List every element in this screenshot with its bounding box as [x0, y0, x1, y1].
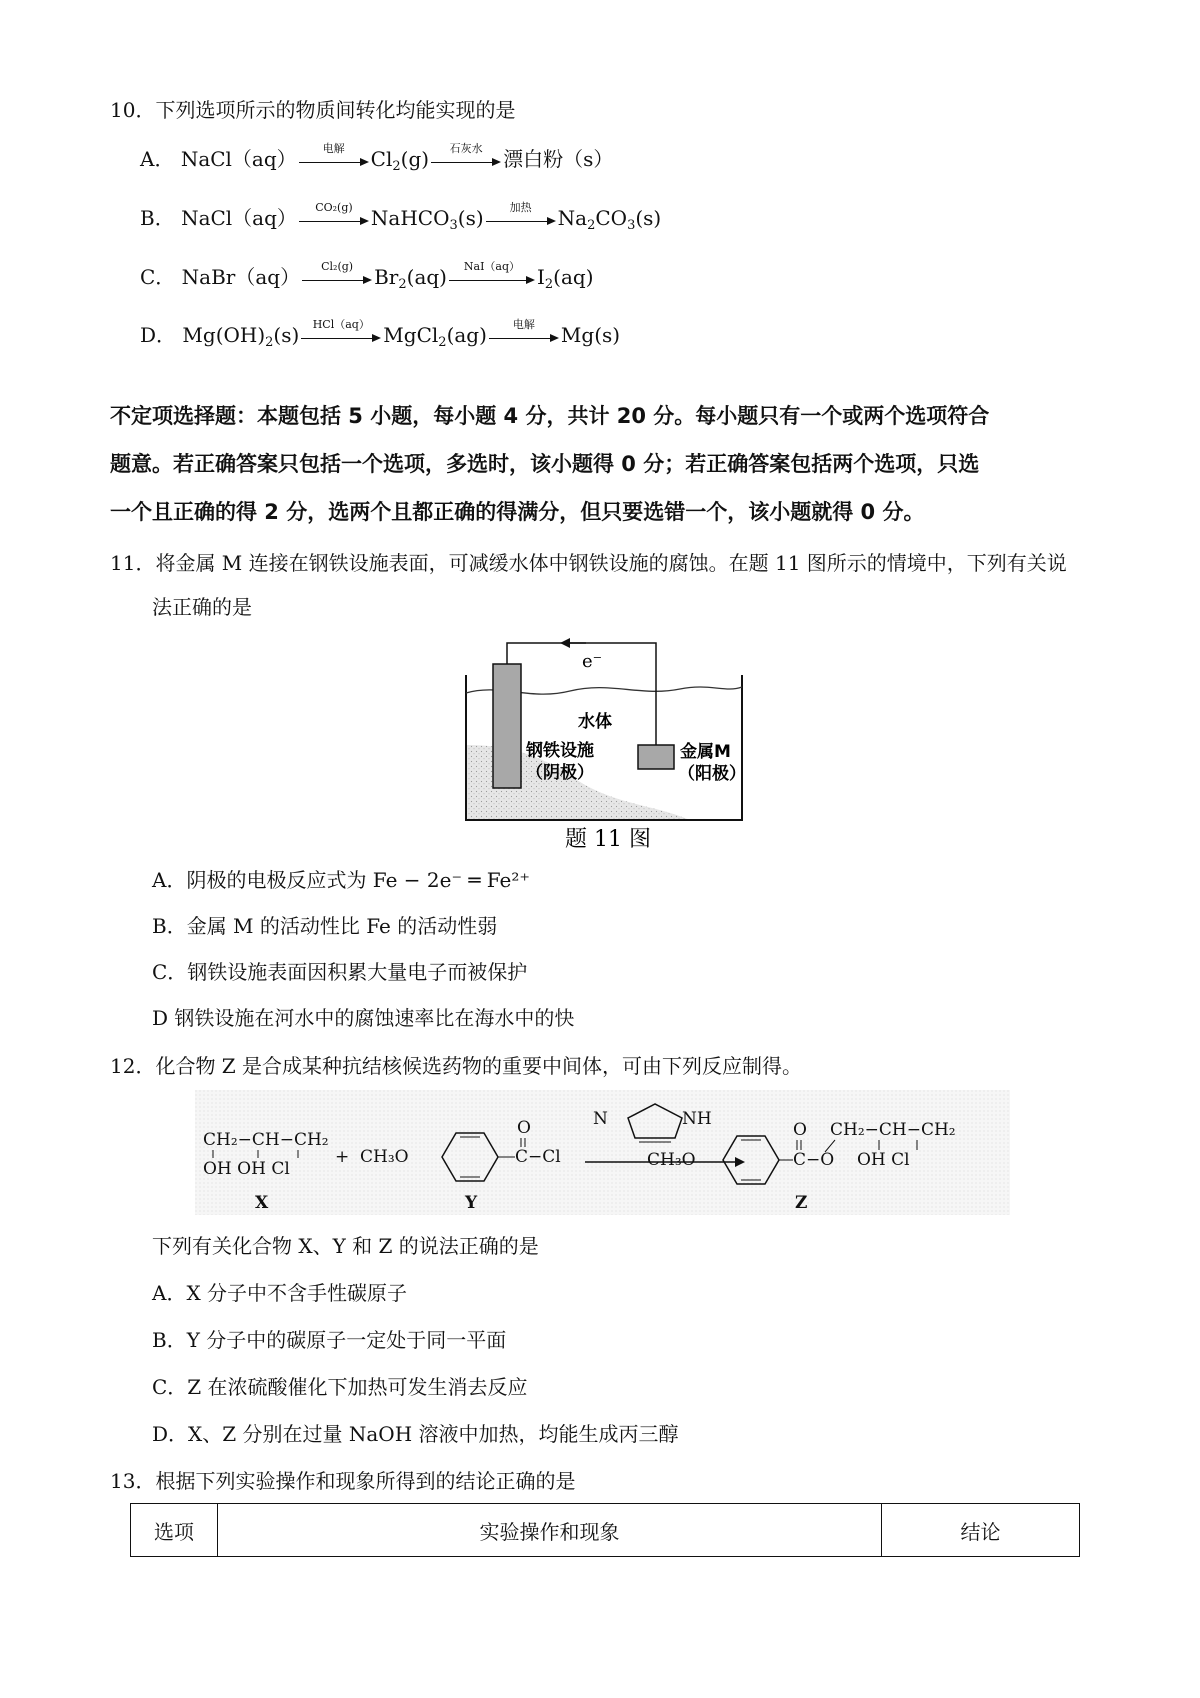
q11-figure [460, 635, 760, 850]
compound-z-ester: C−O [793, 1150, 835, 1170]
header-operation: 实验操作和现象 [218, 1504, 882, 1557]
q12-stem: 12．化合物 Z 是合成某种抗结核候选药物的重要中间体，可由下列反应制得。 [110, 1054, 803, 1078]
header-conclusion: 结论 [882, 1504, 1080, 1557]
imidazole-n: N [593, 1109, 608, 1129]
reaction-arrow: HCl（aq） [299, 321, 383, 349]
q12-reaction-scheme [195, 1090, 1010, 1215]
compound-z-groups: OH Cl [857, 1150, 910, 1170]
section-instructions-line3: 一个且正确的得 2 分，选两个且都正确的得满分，但只要选错一个，该小题就得 0 分。 [110, 500, 925, 524]
q12-option-d: D．X、Z 分别在过量 NaOH 溶液中加热，均能生成丙三醇 [152, 1422, 679, 1446]
compound-z-chain: CH₂−CH−CH₂ [830, 1120, 956, 1140]
water-label: 水体 [578, 712, 612, 732]
electron-label: e⁻ [582, 651, 603, 672]
q10-option-c: C． NaBr（aq） Cl₂(g) $Br_2(aq)$ NaI（aq） $I_2(aq)$ [140, 260, 594, 292]
header-option: 选项 [131, 1504, 218, 1557]
q10-stem: 10．下列选项所示的物质间转化均能实现的是 [110, 98, 516, 122]
q13-table [130, 1503, 1080, 1557]
reaction-arrow: 电解 [297, 145, 371, 173]
option-letter: A． [140, 147, 175, 171]
label-x: X [255, 1193, 269, 1213]
q12-option-b: B．Y 分子中的碳原子一定处于同一平面 [152, 1328, 507, 1352]
q10-option-b: B． NaCl（aq） CO₂(g) NaHCO$_3$(s) 加热 $Na_2CO_3(s)$ [140, 201, 662, 233]
carbonyl-o: O [517, 1118, 531, 1138]
q11-stem-line1: 11．将金属 M 连接在钢铁设施表面，可减缓水体中钢铁设施的腐蚀。在题 11 图所示的情境中，下列有关说 [110, 551, 1067, 575]
section-instructions-line1: 不定项选择题：本题包括 5 小题，每小题 4 分，共计 20 分。每小题只有一个或两个选项符合 [110, 404, 990, 428]
q12-sub-stem: 下列有关化合物 X、Y 和 Z 的说法正确的是 [152, 1234, 539, 1258]
compound-x-chain: CH₂−CH−CH₂ [203, 1130, 329, 1150]
compound-x-groups: OH OH Cl [203, 1159, 290, 1179]
label-y: Y [465, 1193, 478, 1213]
reaction-arrow: 石灰水 [429, 145, 503, 173]
q11-stem-line2: 法正确的是 [152, 595, 252, 619]
reaction-arrow: 电解 [487, 321, 561, 349]
reaction-arrow: NaI（aq） [447, 263, 537, 291]
figure-caption: 题 11 图 [565, 827, 651, 850]
q11-option-d: D 钢铁设施在河水中的腐蚀速率比在海水中的快 [152, 1006, 575, 1030]
q11-option-c: C．钢铁设施表面因积累大量电子而被保护 [152, 960, 528, 984]
steel-cathode-label: （阴极） [526, 763, 594, 783]
metal-anode-label: （阳极） [678, 764, 746, 784]
compound-y-acyl: C−Cl [515, 1147, 561, 1167]
q11-option-a: A．阴极的电极反应式为 Fe − 2e⁻ ═ Fe²⁺ [152, 868, 530, 892]
q13-stem: 13．根据下列实验操作和现象所得到的结论正确的是 [110, 1469, 576, 1493]
q11-option-b: B．金属 M 的活动性比 Fe 的活动性弱 [152, 914, 498, 938]
steel-label: 钢铁设施 [526, 741, 594, 761]
metal-label: 金属M [680, 742, 731, 762]
q10-option-d: D． $Mg(OH)_2(s)$ HCl（aq） MgCl$_2$(ag) 电解 Mg(s) [140, 318, 621, 350]
plus-sign: + [335, 1147, 350, 1167]
reaction-arrow: CO₂(g) [297, 204, 371, 232]
table-header-row [131, 1504, 1080, 1557]
reaction-arrow: Cl₂(g) [300, 263, 374, 291]
section-instructions-line2: 题意。若正确答案只包括一个选项，多选时，该小题得 0 分；若正确答案包括两个选项，只选 [110, 452, 980, 476]
imidazole-nh: NH [682, 1109, 712, 1129]
reaction-arrow: 加热 [484, 204, 558, 232]
compound-y-methoxy: CH₃O [360, 1147, 409, 1167]
q10-option-a: A． NaCl（aq） 电解 $Cl_2(g)$ 石灰水 漂白粉（s） [140, 142, 614, 174]
compound-z-methoxy: CH₃O [647, 1150, 696, 1170]
ester-carbonyl-o: O [793, 1120, 807, 1140]
q12-option-c: C．Z 在浓硫酸催化下加热可发生消去反应 [152, 1375, 528, 1399]
label-z: Z [795, 1193, 808, 1213]
q12-option-a: A．X 分子中不含手性碳原子 [152, 1281, 408, 1305]
